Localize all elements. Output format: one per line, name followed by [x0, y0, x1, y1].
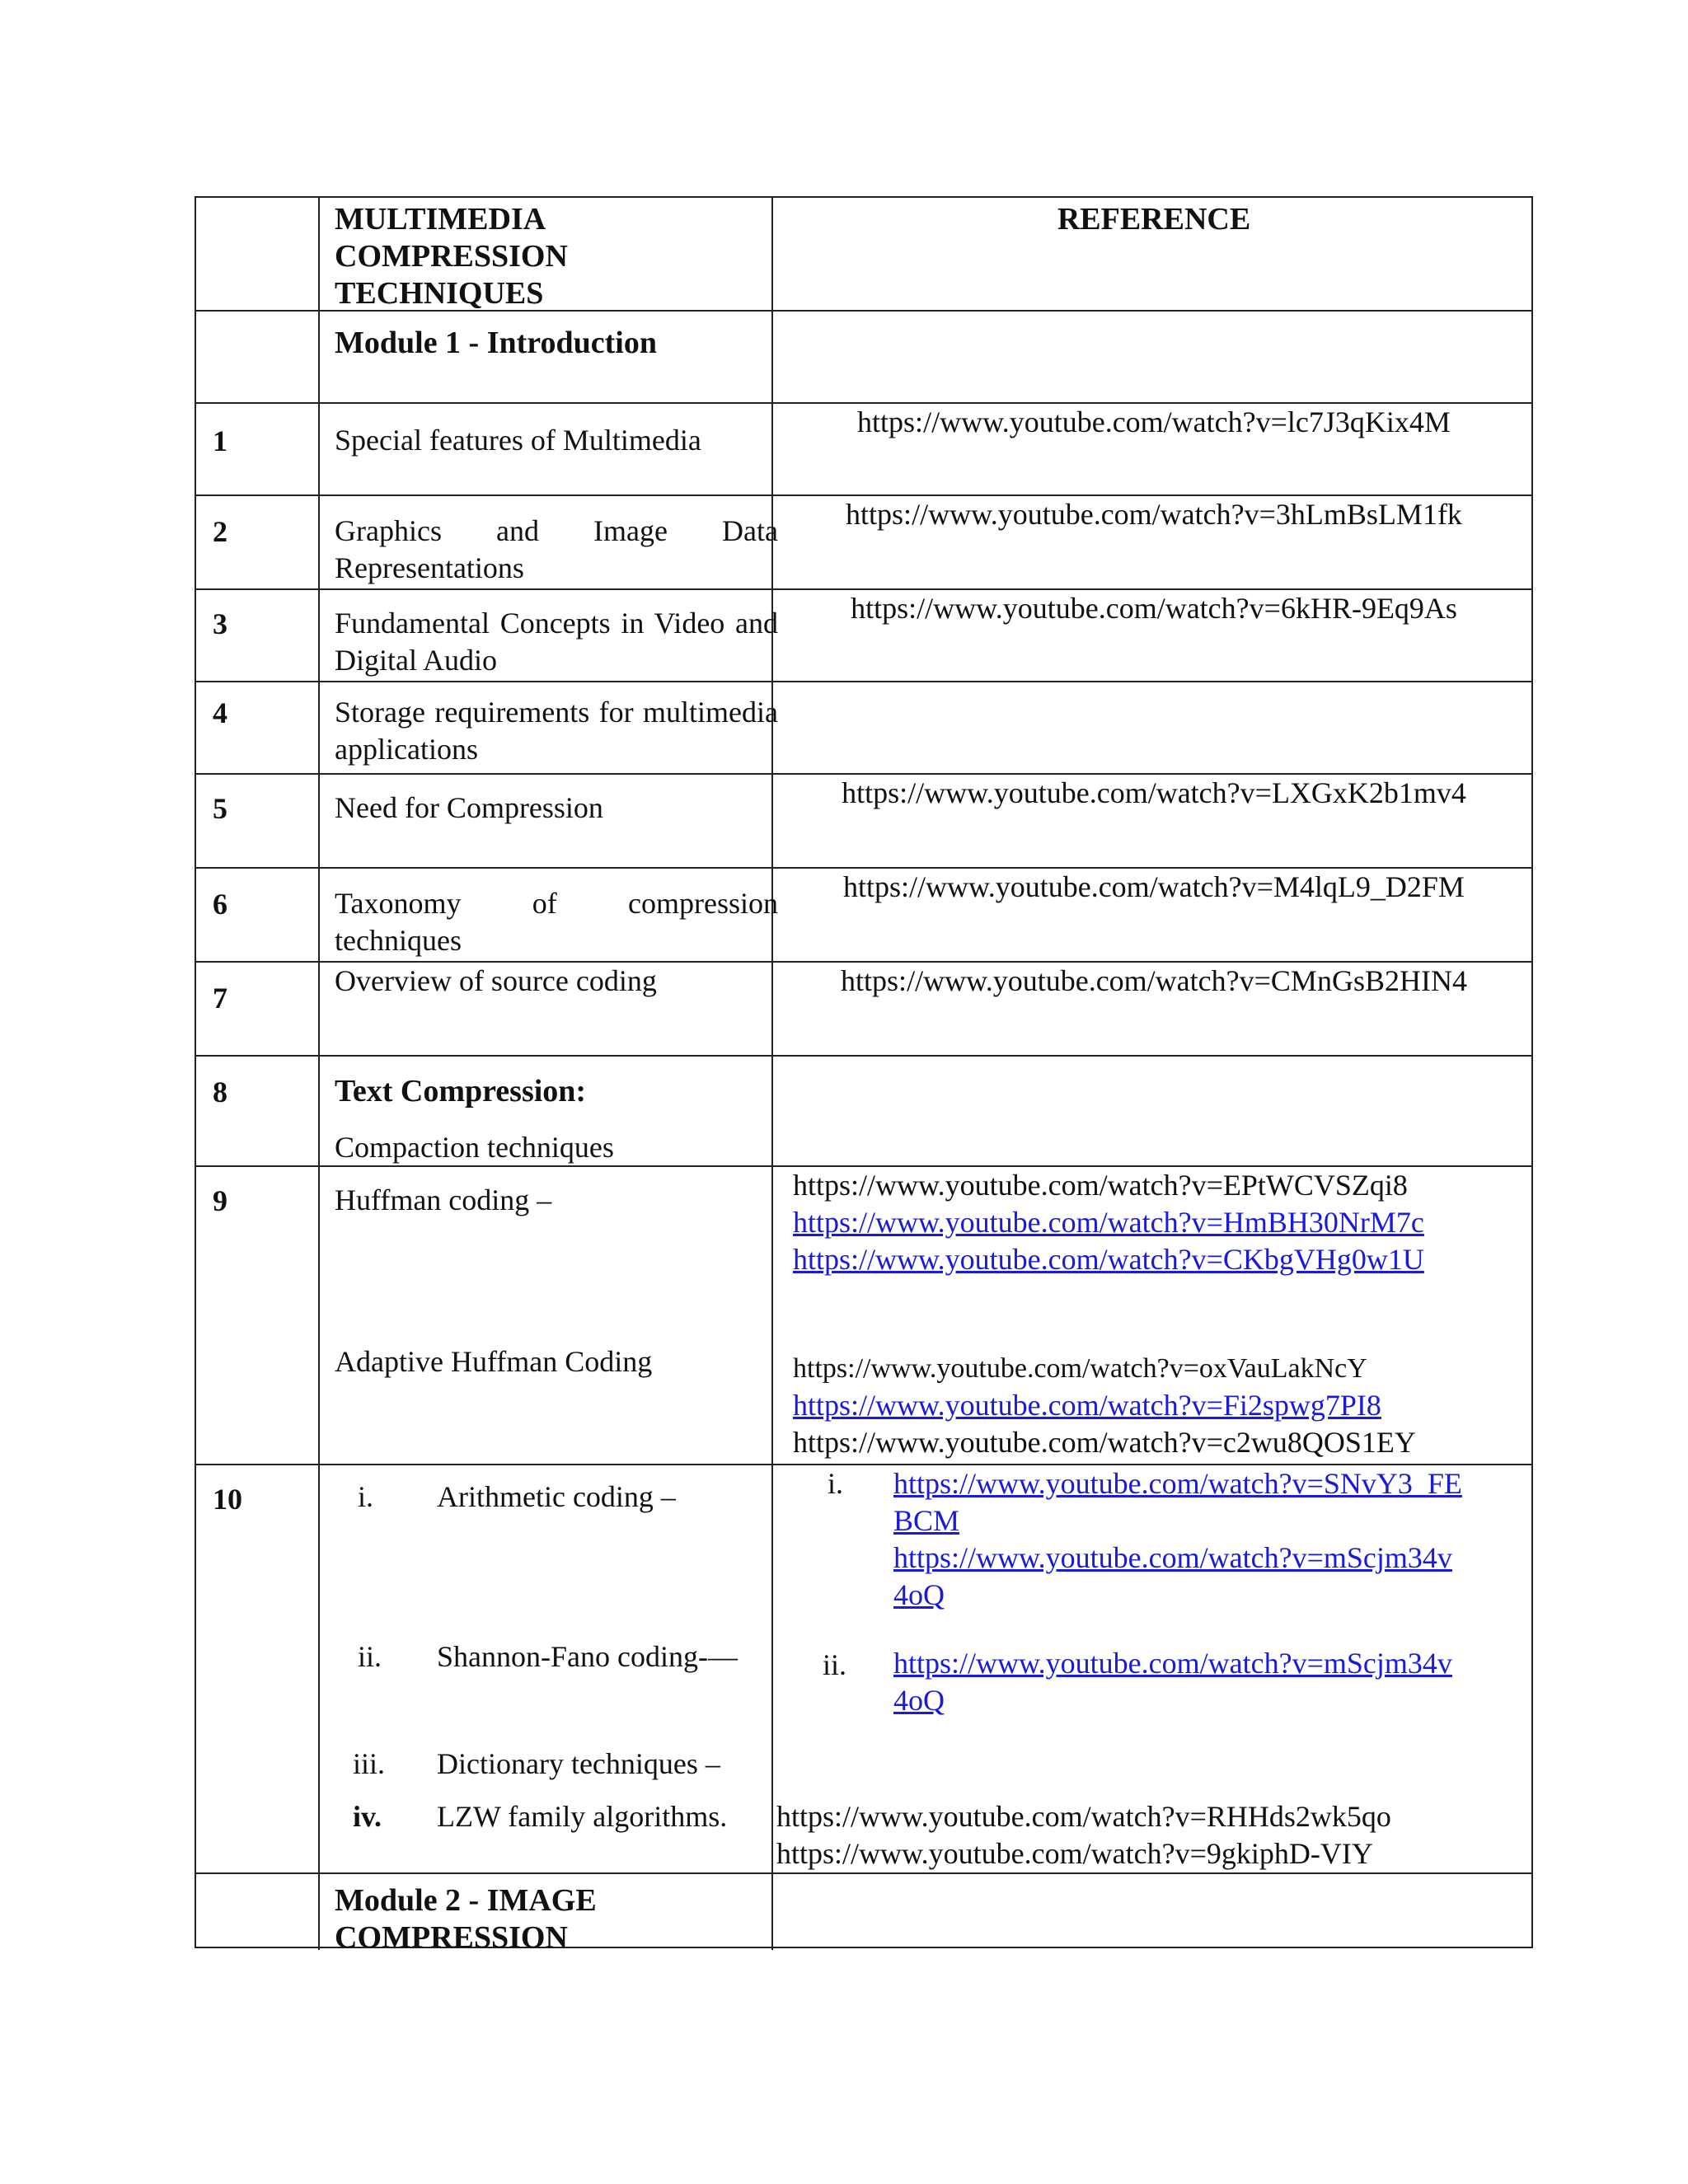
row-number: 1	[213, 424, 227, 457]
table-row	[196, 773, 1531, 867]
topic: Huffman coding –	[335, 1183, 552, 1216]
list-marker: iv.	[353, 1800, 382, 1833]
table-row	[196, 961, 1531, 1055]
course-title-line: MULTIMEDIA	[335, 202, 546, 237]
reference-list	[893, 1465, 1462, 1614]
table-row	[196, 402, 1531, 494]
header-row	[196, 198, 1531, 310]
topic: Need for Compression	[335, 791, 603, 824]
reference-link[interactable]: https://www.youtube.com/watch?v=CKbgVHg0w1U	[793, 1243, 1424, 1276]
reference-header: REFERENCE	[1057, 202, 1251, 237]
list-marker: iii.	[353, 1747, 386, 1780]
topic: Overview of source coding	[335, 964, 657, 997]
reference-link[interactable]: https://www.youtube.com/watch?v=Fi2spwg7PI8	[793, 1389, 1381, 1422]
module1-title: Module 1 - Introduction	[335, 326, 657, 360]
row-number: 6	[213, 888, 227, 921]
course-title	[335, 201, 778, 312]
reference-url: https://www.youtube.com/watch?v=lc7J3qKix4M	[857, 405, 1451, 438]
row-number: 4	[213, 696, 227, 729]
table-row	[196, 1464, 1531, 1872]
reference-list	[776, 1798, 1391, 1872]
reference-url: https://www.youtube.com/watch?v=c2wu8QOS1EY	[793, 1426, 1416, 1459]
list-item: Arithmetic coding –	[437, 1480, 676, 1513]
reference-url: https://www.youtube.com/watch?v=EPtWCVSZqi8	[793, 1169, 1408, 1202]
table-row	[196, 588, 1531, 681]
module2-title	[335, 1882, 778, 1957]
reference-url: https://www.youtube.com/watch?v=M4lqL9_D2FM	[843, 870, 1465, 903]
reference-url: https://www.youtube.com/watch?v=6kHR-9Eq9As	[851, 592, 1457, 625]
list-item: Dictionary techniques –	[437, 1747, 720, 1780]
reference-link[interactable]: https://www.youtube.com/watch?v=HmBH30NrM7c	[793, 1206, 1424, 1239]
topic: Adaptive Huffman Coding	[335, 1345, 653, 1378]
row-number: 2	[213, 515, 227, 548]
course-title-line: COMPRESSION	[335, 239, 568, 274]
module1-row	[196, 310, 1531, 402]
module2-title-line: Module 2 - IMAGE	[335, 1883, 597, 1918]
reference-list	[793, 1167, 1424, 1278]
row-number: 3	[213, 607, 227, 640]
reference-url: https://www.youtube.com/watch?v=LXGxK2b1mv4	[842, 776, 1466, 809]
list-item: Shannon-Fano coding-—	[437, 1640, 738, 1673]
table-row	[196, 1055, 1531, 1165]
reference-link[interactable]: BCM	[893, 1504, 960, 1537]
table-row	[196, 1165, 1531, 1464]
syllabus-table	[195, 196, 1533, 1955]
reference-link[interactable]: https://www.youtube.com/watch?v=mScjm34v	[893, 1541, 1452, 1574]
reference-url: https://www.youtube.com/watch?v=RHHds2wk5qo	[776, 1800, 1391, 1833]
table-row	[196, 681, 1531, 773]
list-marker: ii.	[358, 1640, 382, 1673]
table-row	[196, 494, 1531, 588]
row-number: 5	[213, 792, 227, 825]
reference-url: https://www.youtube.com/watch?v=9gkiphD-VIY	[776, 1837, 1373, 1870]
reference-list	[793, 1350, 1416, 1461]
list-item: LZW family algorithms.	[437, 1800, 728, 1833]
row-number: 7	[213, 982, 227, 1015]
list-marker: i.	[828, 1467, 844, 1500]
course-title-line: TECHNIQUES	[335, 276, 544, 311]
topic: Taxonomy of compression techniques	[335, 887, 778, 957]
module2-title-line: COMPRESSION	[335, 1920, 568, 1955]
topic: Fundamental Concepts in Video and Digital Audio	[335, 607, 778, 677]
reference-link[interactable]: https://www.youtube.com/watch?v=mScjm34v	[893, 1647, 1452, 1680]
reference-link[interactable]: https://www.youtube.com/watch?v=SNvY3_FE	[893, 1467, 1462, 1500]
reference-link[interactable]: 4oQ	[893, 1578, 945, 1611]
reference-url: https://www.youtube.com/watch?v=3hLmBsLM1fk	[846, 498, 1462, 531]
reference-list	[893, 1645, 1452, 1719]
reference-link[interactable]: 4oQ	[893, 1684, 945, 1717]
table-row	[196, 867, 1531, 961]
topic: Storage requirements for multimedia applications	[335, 696, 778, 766]
row-number: 9	[213, 1184, 227, 1217]
topic: Graphics and Image Data Representations	[335, 514, 778, 584]
section-subtitle: Compaction techniques	[335, 1131, 614, 1164]
row-number: 8	[213, 1076, 227, 1108]
reference-url: https://www.youtube.com/watch?v=oxVauLakNcY	[793, 1353, 1367, 1384]
module2-row	[196, 1872, 1531, 1955]
list-marker: i.	[358, 1480, 374, 1513]
topic: Special features of Multimedia	[335, 424, 701, 457]
list-marker: ii.	[823, 1648, 847, 1681]
section-title: Text Compression:	[335, 1074, 587, 1108]
reference-url: https://www.youtube.com/watch?v=CMnGsB2HIN4	[841, 964, 1467, 997]
row-number: 10	[213, 1483, 242, 1516]
